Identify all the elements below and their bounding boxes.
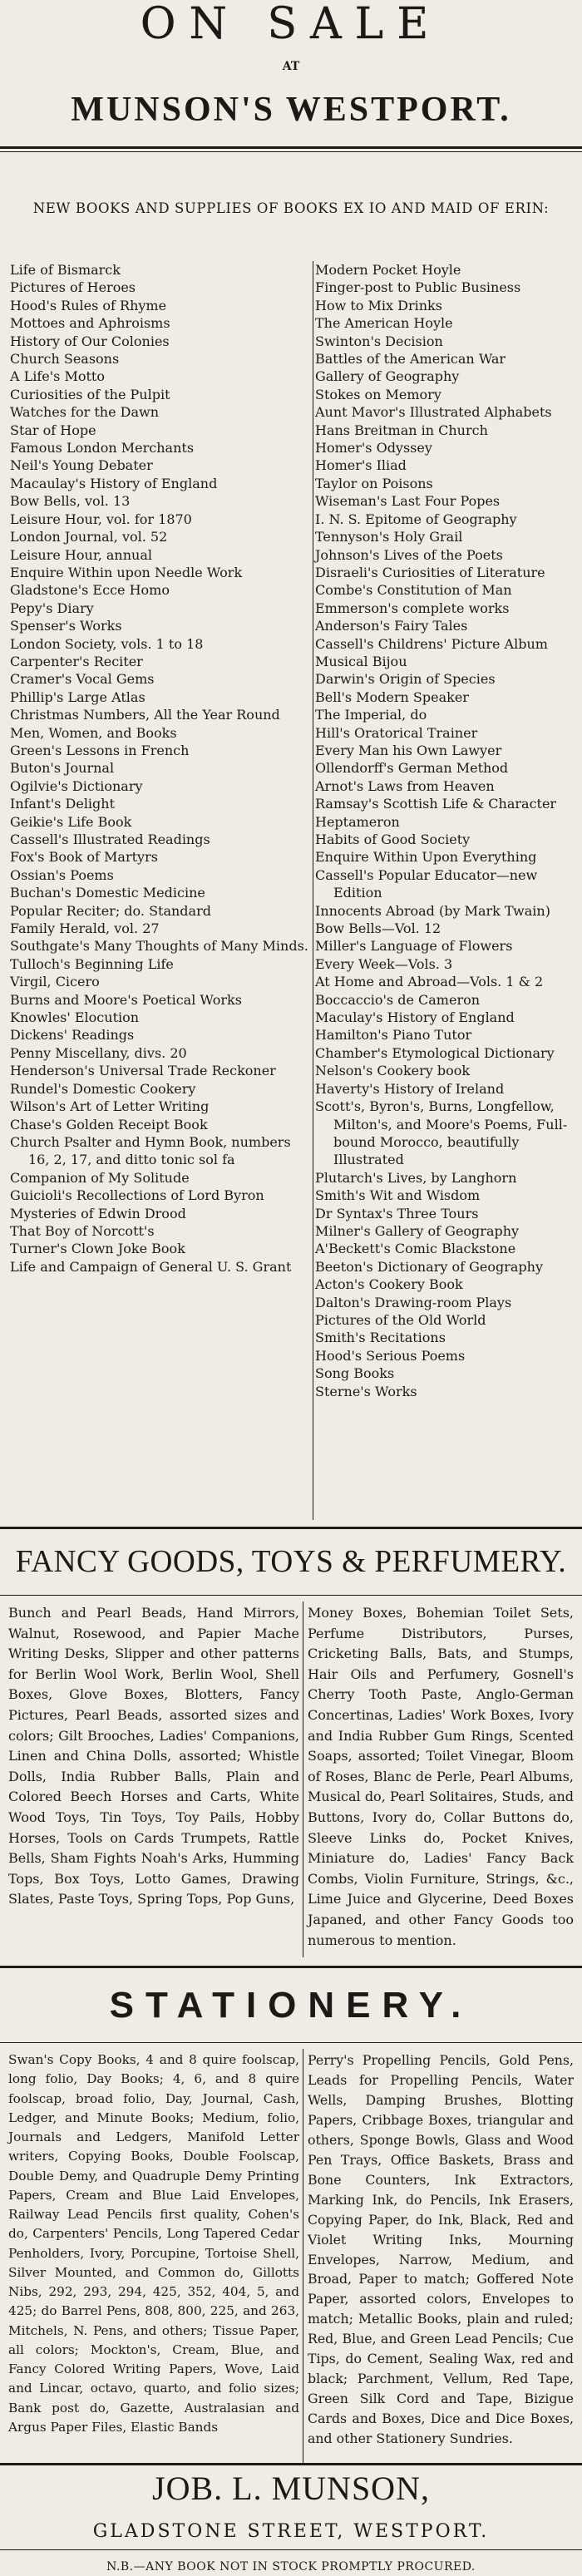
book-list-item: Rundel's Domestic Cookery (10, 1080, 196, 1097)
book-list-item: Maculay's History of England (315, 1009, 515, 1026)
stationery-title: STATIONERY. (109, 1985, 473, 2026)
book-list-item: Hans Breitman in Church (315, 422, 488, 438)
book-list-item: Emmerson's complete works (315, 600, 510, 616)
book-list-item: Christmas Numbers, All the Year Round (10, 707, 280, 723)
book-list-item: Acton's Cookery Book (315, 1276, 463, 1293)
book-list-item: Heptameron (315, 813, 400, 830)
book-list-item: Buchan's Domestic Medicine (10, 885, 205, 901)
book-list-item: Geikie's Life Book (10, 813, 132, 830)
book-list-item: Cassell's Illustrated Readings (10, 832, 210, 847)
book-list-item: Leisure Hour, annual (10, 546, 152, 563)
book-list-item: Modern Pocket Hoyle (315, 262, 461, 278)
book-list-item: Burns and Moore's Poetical Works (10, 991, 242, 1008)
book-list-item: Watches for the Dawn (10, 404, 159, 421)
book-list-item: Stokes on Memory (315, 386, 441, 402)
book-list-item: London Journal, vol. 52 (10, 529, 168, 545)
book-list-item: Chase's Golden Receipt Book (10, 1116, 208, 1133)
book-list-item: Cassell's Childrens' Picture Album (315, 635, 548, 652)
book-list-item: Knowles' Elocution (10, 1009, 140, 1026)
book-list-item: Finger-post to Public Business (315, 279, 521, 296)
store-title: MUNSON'S WESTPORT. (71, 91, 511, 129)
book-list-item: Dickens' Readings (10, 1027, 135, 1044)
book-list-item: Men, Women, and Books (10, 724, 177, 741)
book-list-item: Bell's Modern Speaker (315, 688, 469, 705)
book-list-item: Aunt Mavor's Illustrated Alphabets (315, 404, 552, 421)
book-list-item: Musical Bijou (315, 653, 407, 669)
book-list-item: Darwin's Origin of Species (315, 671, 496, 688)
footer-rule (0, 2549, 582, 2550)
book-list-item: Wilson's Art of Letter Writing (10, 1098, 210, 1115)
book-list-item: Infant's Delight (10, 796, 116, 812)
book-list-item: Life and Campaign of General U. S. Grant (10, 1258, 292, 1275)
book-list-item: Enquire Within upon Needle Work (10, 564, 243, 580)
book-list-item: Spenser's Works (10, 618, 122, 634)
book-list-item: Swinton's Decision (315, 333, 443, 349)
book-list-item: Henderson's Universal Trade Reckoner (10, 1063, 276, 1079)
book-list-item: Famous London Merchants (10, 440, 195, 456)
proprietor-address: GLADSTONE STREET, WESTPORT. (92, 2521, 490, 2542)
book-list-item: Star of Hope (10, 422, 96, 438)
header-rule-thin (0, 151, 582, 152)
book-list-item: At Home and Abroad—Vols. 1 & 2 (315, 974, 544, 990)
book-list-item: Companion of My Solitude (10, 1169, 190, 1186)
book-list-item: I. N. S. Epitome of Geography (315, 511, 517, 527)
book-list-item: Pictures of Heroes (10, 279, 136, 296)
book-list-item: Fox's Book of Martyrs (10, 849, 158, 866)
fancy-goods-left-text: Bunch and Pearl Beads, Hand Mirrors, Walnut, Rosewood, and Papier Mache Writing Desks, Slipper and other patterns for Berlin Wool Work, Berlin Wool, Shell Boxes, Glove Boxes, Blotters, Fancy Pictures, Pearl Beads, assorted sizes and colors; Gilt Brooches, Ladies' Companions, Linen and China Dolls, assorted; Whistle Dolls, India Rubber Balls, Plain and Colored Beech Horses and Carts, White Wood Toys, Tin Toys, Toy Pails, Hobby Horses, Tools on Cards Trumpets, Rattle Bells, Sham Fights Noah's Arks, Humming Tops, Box Toys, Lotto Games, Drawing Slates, Paste Toys, Spring Tops, Pop Guns, (8, 1605, 299, 1907)
book-list-item: Cramer's Vocal Gems (10, 671, 155, 688)
book-list-item: Scott's, Byron's, Burns, Longfellow, Milton's, and Moore's Poems, Full-bound Morocco, beautifully Illustrated (315, 1098, 568, 1168)
book-list-item: Homer's Iliad (315, 457, 407, 474)
book-list-item: London Society, vols. 1 to 18 (10, 635, 204, 652)
book-list-item: Church Psalter and Hymn Book, numbers 16, 2, 17, and ditto tonic sol fa (10, 1133, 291, 1168)
book-list-item: Every Week—Vols. 3 (315, 955, 453, 972)
book-list-item: Mysteries of Edwin Drood (10, 1205, 186, 1221)
book-list-item: Chamber's Etymological Dictionary (315, 1044, 555, 1061)
fancy-bottom-rule (0, 1966, 582, 1968)
stationery-right-text: Perry's Propelling Pencils, Gold Pens, Leads for Propelling Pencils, Water Wells, Damping Brushes, Blotting Papers, Cribbage Boxes, triangular and others, Sponge Bowls, Glass and Wood Pen Trays, Office Baskets, Brass and Bone Counters, Ink Extractors, Marking Ink, do Pencils, Ink Erasers, Copying Paper, do Ink, Black, Red and Violet Writing Inks, Mourning Envelopes, Narrow, Medium, and Broad, Paper to match; Goffered Note Paper, assorted colors, Envelopes to match; Metallic Books, plain and ruled; Red, Blue, and Green Lead Pencils; Cue Tips, do Cement, Sealing Wax, red and black; Parchment, Vellum, Red Tape, Green Silk Cord and Tape, Bizigue Cards and Boxes, Dice and Dice Boxes, and other Stationery Sundries. (308, 2052, 574, 2447)
book-list-item: Plutarch's Lives, by Langhorn (315, 1169, 517, 1186)
book-list-item: Habits of Good Society (315, 832, 471, 847)
book-list-item: Disraeli's Curiosities of Literature (315, 564, 545, 580)
book-list-item: Southgate's Many Thoughts of Many Minds. (10, 938, 308, 955)
book-list-item: A'Beckett's Comic Blackstone (315, 1241, 516, 1257)
fancy-rule (0, 1595, 582, 1596)
stationery-bottom-rule (0, 2463, 582, 2465)
book-list-item: Dr Syntax's Three Tours (315, 1205, 479, 1221)
book-list-item: Every Man his Own Lawyer (315, 742, 502, 758)
book-list-item: Boccaccio's de Cameron (315, 991, 481, 1008)
book-list-item: The Imperial, do (315, 707, 427, 723)
book-list-item: Gallery of Geography (315, 368, 460, 385)
book-list-item: Tennyson's Holy Grail (315, 529, 463, 545)
books-heading: NEW BOOKS AND SUPPLIES OF BOOKS EX IO AND MAID OF ERIN: (32, 200, 550, 216)
proprietor-name: JOB. L. MUNSON, (152, 2470, 430, 2507)
book-list-item: Guicioli's Recollections of Lord Byron (10, 1187, 264, 1204)
books-list-right (315, 261, 580, 1400)
stationery-left-text: Swan's Copy Books, 4 and 8 quire foolscap, long folio, Day Books; 4, 6, and 8 quire foolscap, broad folio, Day, Journal, Cash, Ledger, and Minute Books; Medium, folio, Journals and Ledgers, Manifold Letter writers, Copying Books, Double Foolscap, Double Demy, and Quadruple Demy Printing Papers, Cream and Blue Laid Envelopes, Railway Lead Pencils first quality, Cohen's do, Carpenters' Pencils, Long Tapered Cedar Penholders, Ivory, Porcupine, Tortoise Shell, Silver Mounted, and Common do, Gillotts Nibs, 292, 293, 294, 425, 352, 404, 5, and 425; do Barrel Pens, 808, 800, 225, and 263, Mitchels, N. Pens, and others; Tissue Paper, all colors; Mockton's, Cream, Blue, and Fancy Colored Writing Papers, Wove, Laid and Lincar, octavo, quarto, and folio sizes; Bank post do, Gazette, Australasian and Argus Paper Files, Elastic Bands (8, 2052, 299, 2435)
book-list-item: Phillip's Large Atlas (10, 688, 146, 705)
book-list-item: Carpenter's Reciter (10, 653, 143, 669)
books-bottom-rule (0, 1527, 582, 1529)
book-list-item: Buton's Journal (10, 760, 115, 777)
book-list-item: Turner's Clown Joke Book (10, 1241, 185, 1257)
book-list-item: Tulloch's Beginning Life (10, 955, 174, 972)
on-sale-heading: ON SALE (140, 0, 442, 49)
book-list-item: Pepy's Diary (10, 600, 94, 616)
book-list-item: Miller's Language of Flowers (315, 938, 513, 955)
book-list-item: The American Hoyle (315, 315, 453, 332)
stationery-rule (0, 2042, 582, 2043)
book-list-item: Ramsay's Scottish Life & Character (315, 796, 557, 812)
book-list-item: Gladstone's Ecce Homo (10, 582, 170, 599)
book-list-item: Hamilton's Piano Tutor (315, 1027, 472, 1044)
book-list-item: Johnson's Lives of the Poets (315, 546, 503, 563)
book-list-item: That Boy of Norcott's (10, 1222, 155, 1239)
book-list-item: A Life's Motto (10, 368, 105, 385)
book-list-item: Combe's Constitution of Man (315, 582, 512, 599)
book-list-item: Battles of the American War (315, 351, 506, 368)
book-list-item: Green's Lessons in French (10, 742, 190, 758)
book-list-item: Innocents Abroad (by Mark Twain) (315, 902, 550, 919)
book-list-item: Haverty's History of Ireland (315, 1080, 505, 1097)
book-list-item: Milner's Gallery of Geography (315, 1222, 520, 1239)
book-list-item: Hood's Serious Poems (315, 1347, 466, 1364)
book-list-item: Smith's Recitations (315, 1330, 446, 1346)
fancy-goods-title: FANCY GOODS, TOYS & PERFUMERY. (15, 1544, 567, 1579)
book-list-item: Dalton's Drawing-room Plays (315, 1294, 512, 1310)
book-list-item: Anderson's Fairy Tales (315, 618, 468, 634)
book-list-item: Cassell's Popular Educator—new Edition (315, 866, 538, 901)
book-list-item: Mottoes and Aphroisms (10, 315, 170, 332)
book-list-item: Homer's Odyssey (315, 440, 432, 456)
book-list-item: Hill's Oratorical Trainer (315, 724, 478, 741)
book-list-item: Penny Miscellany, divs. 20 (10, 1044, 187, 1061)
book-list-item: Neil's Young Debater (10, 457, 153, 474)
footer-note: N.B.—ANY BOOK NOT IN STOCK PROMPTLY PROCURED. (106, 2560, 476, 2574)
book-list-item: Smith's Wit and Wisdom (315, 1187, 481, 1204)
book-list-item: Bow Bells, vol. 13 (10, 493, 131, 510)
fancy-goods-right-text: Money Boxes, Bohemian Toilet Sets, Perfume Distributors, Purses, Cricketing Balls, Bats, and Stumps, Hair Oils and Perfumery, Gosnell's Cherry Tooth Paste, Anglo-German Concertinas, Ladies' Work Boxes, Ivory and India Rubber Gum Rings, Scented Soaps, assorted; Toilet Vinegar, Bloom of Roses, Blanc de Perle, Pearl Albums, Musical do, Pearl Solitaires, Studs, and Buttons, Ivory do, Collar Buttons do, Sleeve Links do, Pocket Knives, Miniature do, Ladies' Fancy Back Combs, Violin Furniture, Strings, &c., Lime Juice and Glycerine, Deed Boxes Japaned, and other Fancy Goods too numerous to mention. (308, 1605, 574, 1948)
book-list-item: Pictures of the Old World (315, 1311, 486, 1328)
book-list-item: Leisure Hour, vol. for 1870 (10, 511, 192, 527)
book-list-item: Ogilvie's Dictionary (10, 777, 143, 794)
book-list-item: Bow Bells—Vol. 12 (315, 920, 441, 937)
book-list-item: Ossian's Poems (10, 866, 114, 883)
book-list-item: Macaulay's History of England (10, 475, 218, 491)
book-list-item: Enquire Within Upon Everything (315, 849, 537, 866)
book-list-item: Curiosities of the Pulpit (10, 386, 170, 402)
book-list-item: Popular Reciter; do. Standard (10, 902, 211, 919)
book-list-item: Virgil, Cicero (10, 974, 100, 990)
book-list-item: Wiseman's Last Four Popes (315, 493, 501, 510)
book-list-item: Hood's Rules of Rhyme (10, 297, 167, 313)
book-list-item: Arnot's Laws from Heaven (315, 777, 495, 794)
header-rule (0, 146, 582, 149)
at-label: AT (282, 60, 300, 73)
book-list-item: Ollendorff's German Method (315, 760, 509, 777)
book-list-item: How to Mix Drinks (315, 297, 442, 313)
book-list-item: Taylor on Poisons (315, 475, 433, 491)
book-list-item: Song Books (315, 1365, 395, 1382)
book-list-item: Life of Bismarck (10, 262, 121, 278)
book-list-item: Nelson's Cookery book (315, 1063, 471, 1079)
book-list-item: Family Herald, vol. 27 (10, 920, 160, 937)
books-list-left (8, 261, 312, 1276)
book-list-item: Sterne's Works (315, 1383, 417, 1399)
book-list-item: History of Our Colonies (10, 333, 170, 349)
book-list-item: Beeton's Dictionary of Geography (315, 1258, 543, 1275)
book-list-item: Church Seasons (10, 351, 120, 368)
